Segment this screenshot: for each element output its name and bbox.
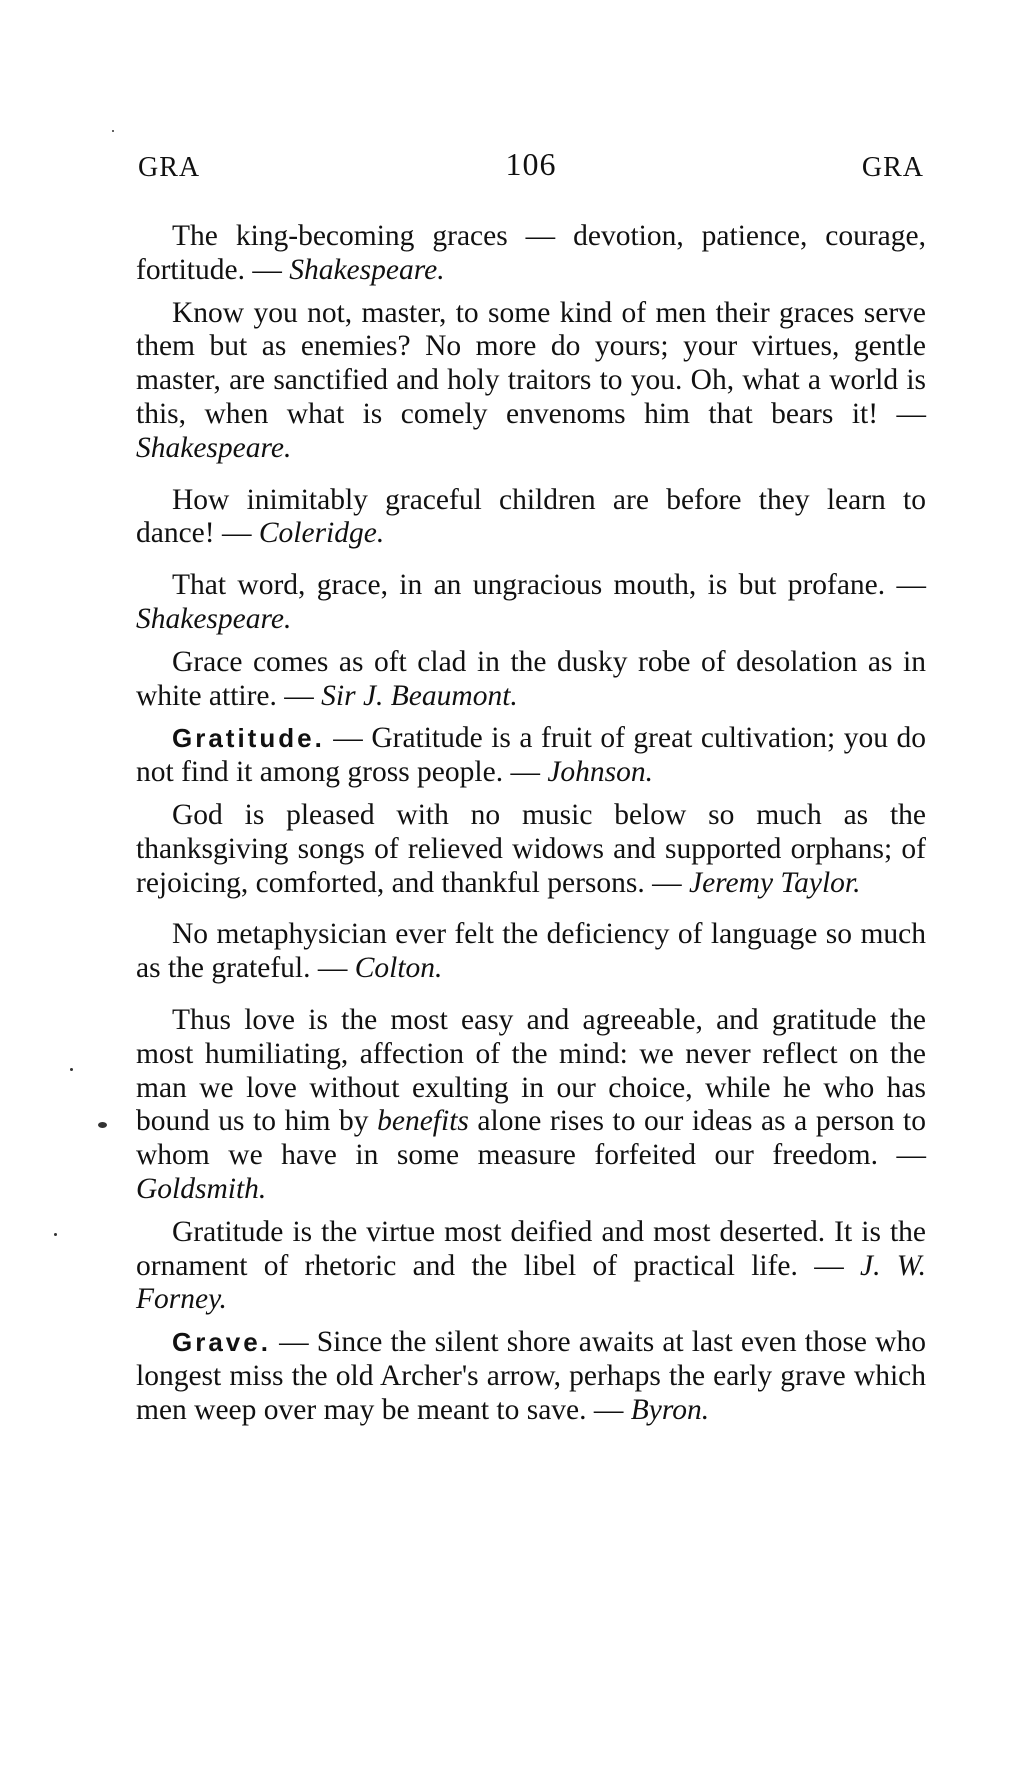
quotation-author: Byron. [630, 1393, 710, 1426]
quotation-author: Jeremy Taylor. [688, 866, 861, 899]
ink-speck [54, 1233, 57, 1236]
quotation-entry [136, 646, 926, 714]
quotation-text: How inimitably graceful children are before they learn to dance! — [136, 483, 926, 550]
quotation-entry [136, 1004, 926, 1207]
quotation-text: Thus love is the most easy and agreeable, and gratitude the most humiliating, affection of the mind: we never reflect on the man we love without exulting in our choice, while he who has bound us to him by [136, 1003, 926, 1138]
quotation-author: Sir J. Beaumont. [321, 679, 518, 712]
quotation-author: Johnson. [547, 756, 654, 789]
quotation-text: God is pleased with no music below so much as the thanksgiving songs of relieved widows and supported orphans; of rejoicing, comforted, and thankful persons. — [136, 798, 926, 899]
quotation-entry [136, 722, 926, 790]
quotation-text: Gratitude is the virtue most deified and most deserted. It is the ornament of rhetoric and the libel of practical life. — [136, 1215, 926, 1282]
quotation-entry [136, 1216, 926, 1317]
quotation-text: No metaphysician ever felt the deficiency of language so much as the grateful. — [136, 918, 926, 985]
ink-speck [70, 1068, 73, 1071]
quotation-body [136, 220, 926, 1437]
quotation-entry [136, 918, 926, 986]
header-left: GRA [138, 152, 201, 183]
quotation-author: Shakespeare. [136, 431, 292, 464]
quotation-entry [136, 799, 926, 900]
quotation-author: Goldsmith. [136, 1172, 267, 1205]
quotation-text: Grace comes as oft clad in the dusky robe of desolation as in white attire. — [136, 645, 926, 712]
quotation-author: Shakespeare. [289, 253, 445, 286]
quotation-author: Shakespeare. [136, 602, 292, 635]
quotation-text: Know you not, master, to some kind of men their graces serve them but as enemies? No more do yours; your virtues, gentle master, are sanctified and holy traitors to you. Oh, what a world is this, when what is comely envenoms him that bears it! — [136, 296, 926, 430]
topic-heading: Grave. [172, 1327, 271, 1358]
quotation-text: That word, grace, in an ungracious mouth, is but profane. — [172, 569, 926, 602]
quotation-entry [136, 569, 926, 637]
ink-speck [98, 1122, 107, 1128]
quotation-entry [136, 220, 926, 288]
topic-heading: Gratitude. [172, 723, 325, 754]
quotation-text: — Since the silent shore awaits at last even those who longest miss the old Archer's arrow, perhaps the early grave which men weep over may be meant to save. — [136, 1326, 926, 1426]
quotation-entry [136, 1326, 926, 1427]
quotation-author: J. W. Forney. [136, 1249, 927, 1316]
quotation-author: Colton. [354, 952, 443, 985]
quotation-author: Coleridge. [258, 517, 385, 550]
quotation-entry [136, 484, 926, 552]
quotation-entry [136, 297, 926, 466]
page-number: 106 [505, 146, 557, 182]
ink-speck [112, 130, 114, 132]
quotation-text: — Gratitude is a fruit of great cultivation; you do not find it among gross people. — [136, 722, 926, 789]
header-right: GRA [861, 152, 924, 183]
emphasized-word: benefits [377, 1105, 469, 1138]
quotation-text: The king-becoming graces — devotion, patience, courage, fortitude. — [136, 220, 926, 286]
quotation-text: alone rises to our ideas as a person to whom we have in some measure forfeited our freedom. — [136, 1105, 926, 1172]
running-header [138, 146, 924, 192]
